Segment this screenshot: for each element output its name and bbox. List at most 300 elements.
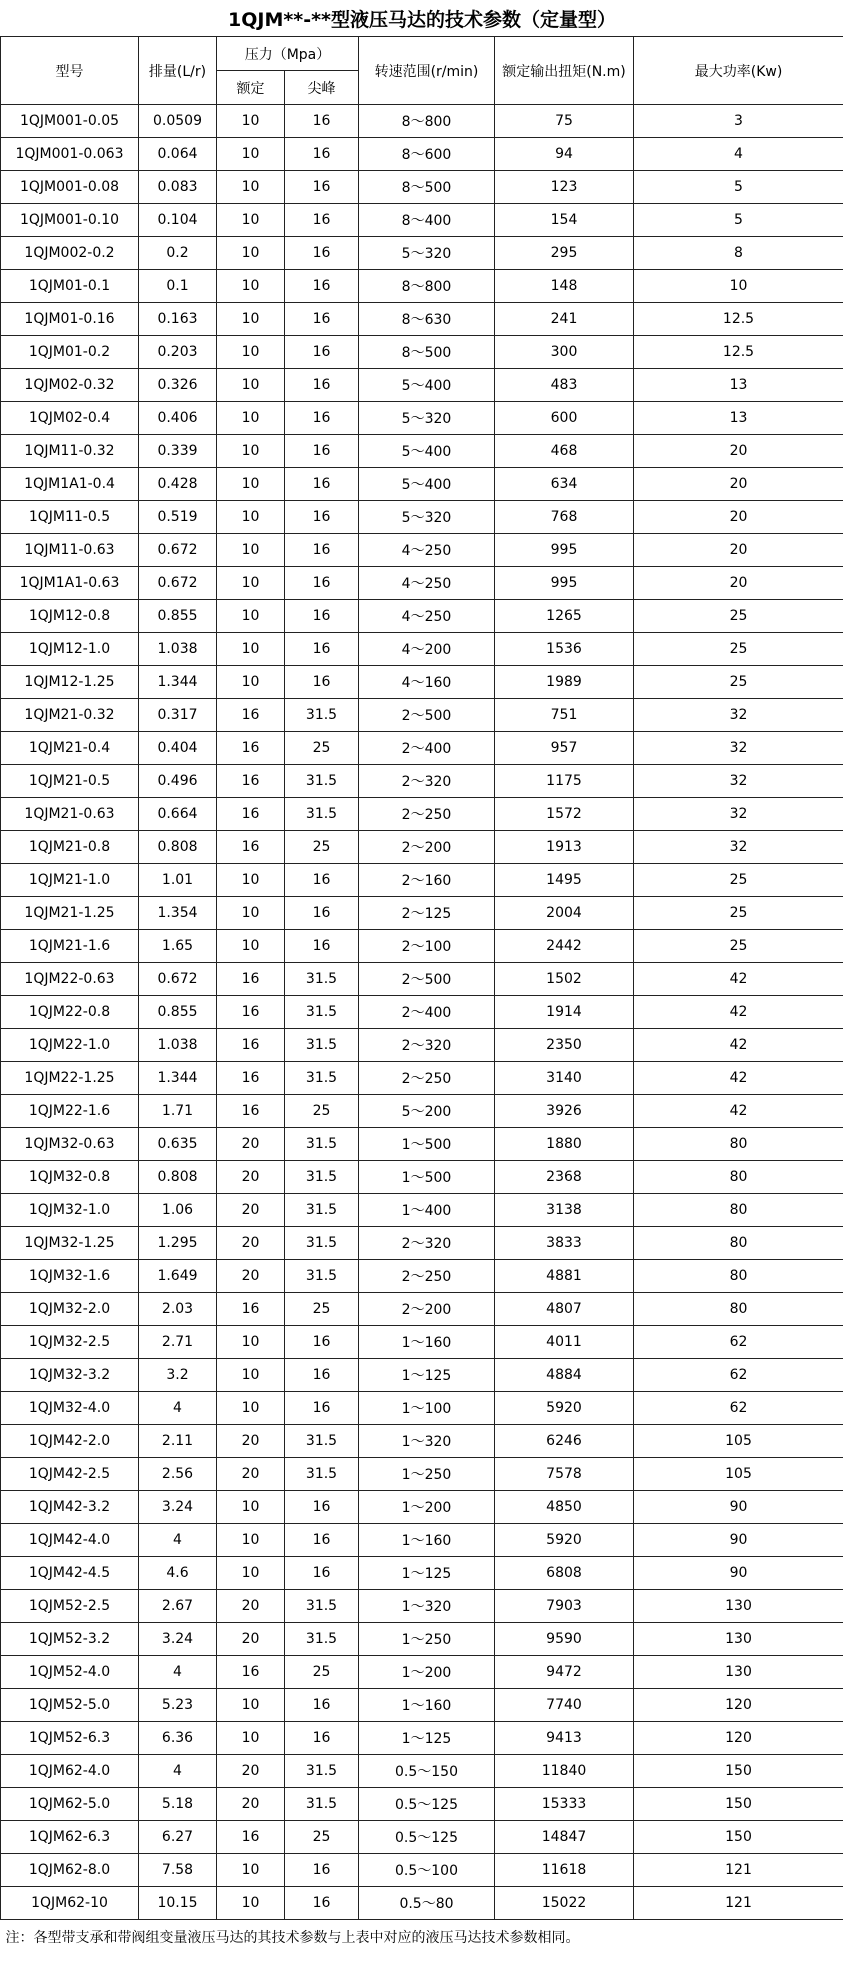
cell-torque: 6246 — [495, 1425, 634, 1458]
cell-model: 1QJM001-0.10 — [1, 204, 139, 237]
cell-pressure-rated: 10 — [217, 171, 285, 204]
table-row — [1, 270, 843, 303]
cell-model: 1QJM52-6.3 — [1, 1722, 139, 1755]
cell-power: 120 — [634, 1722, 843, 1755]
cell-model: 1QJM001-0.063 — [1, 138, 139, 171]
cell-pressure-rated: 16 — [217, 1293, 285, 1326]
cell-power: 10 — [634, 270, 843, 303]
cell-torque: 9472 — [495, 1656, 634, 1689]
cell-displacement: 0.317 — [139, 699, 217, 732]
cell-speed: 0.5～80 — [359, 1887, 495, 1920]
table-row — [1, 798, 843, 831]
table-row — [1, 534, 843, 567]
cell-torque: 1265 — [495, 600, 634, 633]
cell-pressure-rated: 20 — [217, 1590, 285, 1623]
cell-torque: 4850 — [495, 1491, 634, 1524]
cell-power: 130 — [634, 1623, 843, 1656]
cell-pressure-rated: 10 — [217, 1392, 285, 1425]
cell-displacement: 7.58 — [139, 1854, 217, 1887]
cell-displacement: 5.18 — [139, 1788, 217, 1821]
table-row — [1, 1557, 843, 1590]
table-row — [1, 963, 843, 996]
cell-pressure-rated: 10 — [217, 1359, 285, 1392]
cell-displacement: 2.03 — [139, 1293, 217, 1326]
cell-model: 1QJM62-4.0 — [1, 1755, 139, 1788]
cell-torque: 1880 — [495, 1128, 634, 1161]
table-row — [1, 1326, 843, 1359]
cell-torque: 2368 — [495, 1161, 634, 1194]
cell-pressure-rated: 20 — [217, 1425, 285, 1458]
cell-displacement: 0.664 — [139, 798, 217, 831]
cell-model: 1QJM42-2.5 — [1, 1458, 139, 1491]
cell-speed: 2～400 — [359, 996, 495, 1029]
cell-speed: 5～320 — [359, 402, 495, 435]
cell-pressure-rated: 16 — [217, 798, 285, 831]
cell-speed: 1～160 — [359, 1524, 495, 1557]
cell-torque: 148 — [495, 270, 634, 303]
cell-power: 121 — [634, 1854, 843, 1887]
table-row — [1, 171, 843, 204]
cell-torque: 2004 — [495, 897, 634, 930]
table-row — [1, 600, 843, 633]
cell-pressure-peak: 16 — [285, 1491, 359, 1524]
cell-speed: 0.5～125 — [359, 1821, 495, 1854]
cell-pressure-rated: 10 — [217, 666, 285, 699]
cell-displacement: 0.672 — [139, 963, 217, 996]
cell-model: 1QJM52-2.5 — [1, 1590, 139, 1623]
cell-model: 1QJM11-0.32 — [1, 435, 139, 468]
table-row — [1, 303, 843, 336]
cell-displacement: 0.672 — [139, 534, 217, 567]
cell-power: 25 — [634, 666, 843, 699]
cell-speed: 1～125 — [359, 1557, 495, 1590]
table-row — [1, 1689, 843, 1722]
cell-torque: 4881 — [495, 1260, 634, 1293]
cell-power: 150 — [634, 1755, 843, 1788]
cell-pressure-peak: 16 — [285, 534, 359, 567]
table-row — [1, 666, 843, 699]
cell-torque: 6808 — [495, 1557, 634, 1590]
cell-power: 80 — [634, 1260, 843, 1293]
cell-pressure-peak: 31.5 — [285, 1755, 359, 1788]
cell-speed: 2～250 — [359, 798, 495, 831]
cell-power: 20 — [634, 435, 843, 468]
cell-torque: 1572 — [495, 798, 634, 831]
cell-model: 1QJM32-1.0 — [1, 1194, 139, 1227]
table-row — [1, 435, 843, 468]
cell-displacement: 3.24 — [139, 1491, 217, 1524]
cell-model: 1QJM22-1.0 — [1, 1029, 139, 1062]
cell-speed: 0.5～125 — [359, 1788, 495, 1821]
cell-torque: 241 — [495, 303, 634, 336]
cell-torque: 15333 — [495, 1788, 634, 1821]
table-row — [1, 930, 843, 963]
cell-pressure-rated: 10 — [217, 303, 285, 336]
cell-power: 90 — [634, 1524, 843, 1557]
cell-power: 62 — [634, 1326, 843, 1359]
cell-pressure-rated: 20 — [217, 1623, 285, 1656]
cell-displacement: 0.339 — [139, 435, 217, 468]
cell-displacement: 0.104 — [139, 204, 217, 237]
cell-displacement: 0.203 — [139, 336, 217, 369]
cell-pressure-rated: 10 — [217, 105, 285, 138]
cell-pressure-peak: 16 — [285, 633, 359, 666]
cell-pressure-rated: 16 — [217, 963, 285, 996]
cell-pressure-rated: 10 — [217, 1887, 285, 1920]
cell-speed: 2～320 — [359, 1227, 495, 1260]
cell-speed: 8～630 — [359, 303, 495, 336]
cell-speed: 1～125 — [359, 1359, 495, 1392]
cell-model: 1QJM12-1.25 — [1, 666, 139, 699]
cell-displacement: 1.295 — [139, 1227, 217, 1260]
table-row — [1, 1854, 843, 1887]
cell-model: 1QJM02-0.4 — [1, 402, 139, 435]
cell-pressure-peak: 16 — [285, 864, 359, 897]
cell-speed: 1～250 — [359, 1458, 495, 1491]
cell-speed: 8～600 — [359, 138, 495, 171]
cell-pressure-rated: 10 — [217, 369, 285, 402]
cell-displacement: 1.649 — [139, 1260, 217, 1293]
cell-displacement: 3.2 — [139, 1359, 217, 1392]
cell-displacement: 2.11 — [139, 1425, 217, 1458]
cell-displacement: 2.71 — [139, 1326, 217, 1359]
cell-pressure-rated: 20 — [217, 1458, 285, 1491]
cell-power: 8 — [634, 237, 843, 270]
cell-pressure-rated: 10 — [217, 1491, 285, 1524]
cell-displacement: 0.672 — [139, 567, 217, 600]
cell-pressure-rated: 10 — [217, 600, 285, 633]
cell-power: 32 — [634, 798, 843, 831]
cell-displacement: 1.354 — [139, 897, 217, 930]
cell-power: 42 — [634, 1062, 843, 1095]
cell-pressure-peak: 16 — [285, 468, 359, 501]
cell-model: 1QJM52-3.2 — [1, 1623, 139, 1656]
cell-pressure-rated: 16 — [217, 1095, 285, 1128]
header-pressure: 压力（Mpa） — [217, 37, 359, 71]
cell-pressure-peak: 16 — [285, 435, 359, 468]
cell-model: 1QJM21-1.6 — [1, 930, 139, 963]
cell-pressure-rated: 20 — [217, 1260, 285, 1293]
cell-displacement: 1.71 — [139, 1095, 217, 1128]
cell-displacement: 1.344 — [139, 1062, 217, 1095]
cell-model: 1QJM11-0.63 — [1, 534, 139, 567]
cell-pressure-peak: 25 — [285, 732, 359, 765]
cell-pressure-peak: 16 — [285, 402, 359, 435]
table-row — [1, 1491, 843, 1524]
cell-model: 1QJM32-2.5 — [1, 1326, 139, 1359]
header-pressure-rated: 额定 — [217, 71, 285, 105]
cell-pressure-peak: 16 — [285, 1557, 359, 1590]
cell-displacement: 1.01 — [139, 864, 217, 897]
cell-speed: 1～200 — [359, 1491, 495, 1524]
cell-pressure-peak: 16 — [285, 105, 359, 138]
cell-pressure-peak: 16 — [285, 237, 359, 270]
cell-pressure-peak: 31.5 — [285, 1788, 359, 1821]
cell-model: 1QJM42-4.5 — [1, 1557, 139, 1590]
cell-model: 1QJM42-4.0 — [1, 1524, 139, 1557]
table-row — [1, 1755, 843, 1788]
header-power: 最大功率(Kw) — [634, 37, 843, 105]
cell-power: 150 — [634, 1821, 843, 1854]
table-row — [1, 204, 843, 237]
cell-displacement: 0.326 — [139, 369, 217, 402]
cell-displacement: 0.519 — [139, 501, 217, 534]
cell-speed: 1～320 — [359, 1590, 495, 1623]
cell-power: 80 — [634, 1293, 843, 1326]
cell-pressure-rated: 10 — [217, 534, 285, 567]
cell-pressure-rated: 16 — [217, 1029, 285, 1062]
cell-pressure-rated: 20 — [217, 1161, 285, 1194]
cell-pressure-peak: 31.5 — [285, 1623, 359, 1656]
cell-torque: 295 — [495, 237, 634, 270]
cell-power: 13 — [634, 369, 843, 402]
cell-pressure-rated: 10 — [217, 897, 285, 930]
cell-power: 20 — [634, 468, 843, 501]
cell-displacement: 0.855 — [139, 600, 217, 633]
cell-pressure-rated: 16 — [217, 732, 285, 765]
cell-speed: 8～800 — [359, 270, 495, 303]
cell-pressure-peak: 16 — [285, 1392, 359, 1425]
cell-power: 62 — [634, 1359, 843, 1392]
cell-speed: 2～320 — [359, 765, 495, 798]
cell-pressure-rated: 10 — [217, 1524, 285, 1557]
cell-pressure-peak: 25 — [285, 1095, 359, 1128]
cell-displacement: 0.855 — [139, 996, 217, 1029]
cell-pressure-rated: 10 — [217, 1326, 285, 1359]
cell-power: 80 — [634, 1128, 843, 1161]
cell-pressure-peak: 31.5 — [285, 1590, 359, 1623]
table-row — [1, 1722, 843, 1755]
cell-displacement: 0.404 — [139, 732, 217, 765]
table-row — [1, 468, 843, 501]
header-model: 型号 — [1, 37, 139, 105]
footnote: 注：各型带支承和带阀组变量液压马达的其技术参数与上表中对应的液压马达技术参数相同。 — [1, 1920, 843, 1955]
cell-torque: 7578 — [495, 1458, 634, 1491]
cell-power: 42 — [634, 1095, 843, 1128]
header-pressure-peak: 尖峰 — [285, 71, 359, 105]
cell-pressure-peak: 16 — [285, 171, 359, 204]
cell-torque: 7903 — [495, 1590, 634, 1623]
cell-speed: 2～400 — [359, 732, 495, 765]
cell-power: 32 — [634, 732, 843, 765]
cell-pressure-rated: 10 — [217, 402, 285, 435]
cell-displacement: 0.635 — [139, 1128, 217, 1161]
table-row — [1, 402, 843, 435]
cell-power: 20 — [634, 534, 843, 567]
cell-model: 1QJM42-2.0 — [1, 1425, 139, 1458]
cell-model: 1QJM52-5.0 — [1, 1689, 139, 1722]
cell-model: 1QJM21-0.5 — [1, 765, 139, 798]
cell-speed: 2～320 — [359, 1029, 495, 1062]
cell-pressure-rated: 10 — [217, 1689, 285, 1722]
cell-power: 25 — [634, 864, 843, 897]
cell-torque: 75 — [495, 105, 634, 138]
cell-displacement: 2.56 — [139, 1458, 217, 1491]
cell-model: 1QJM62-8.0 — [1, 1854, 139, 1887]
cell-pressure-peak: 31.5 — [285, 699, 359, 732]
cell-pressure-rated: 16 — [217, 996, 285, 1029]
cell-pressure-rated: 10 — [217, 270, 285, 303]
table-row — [1, 1623, 843, 1656]
cell-pressure-peak: 25 — [285, 1293, 359, 1326]
cell-pressure-peak: 16 — [285, 138, 359, 171]
table-row — [1, 765, 843, 798]
table-row — [1, 1821, 843, 1854]
cell-torque: 300 — [495, 336, 634, 369]
table-row — [1, 1095, 843, 1128]
cell-pressure-peak: 16 — [285, 270, 359, 303]
cell-speed: 1～500 — [359, 1128, 495, 1161]
cell-pressure-peak: 31.5 — [285, 1161, 359, 1194]
cell-pressure-peak: 31.5 — [285, 1260, 359, 1293]
cell-speed: 2～200 — [359, 831, 495, 864]
cell-torque: 123 — [495, 171, 634, 204]
cell-model: 1QJM002-0.2 — [1, 237, 139, 270]
cell-torque: 15022 — [495, 1887, 634, 1920]
cell-displacement: 4 — [139, 1524, 217, 1557]
cell-torque: 1914 — [495, 996, 634, 1029]
cell-torque: 3833 — [495, 1227, 634, 1260]
cell-pressure-rated: 16 — [217, 1821, 285, 1854]
cell-torque: 4011 — [495, 1326, 634, 1359]
cell-power: 12.5 — [634, 303, 843, 336]
cell-displacement: 6.27 — [139, 1821, 217, 1854]
table-row — [1, 567, 843, 600]
cell-speed: 0.5～100 — [359, 1854, 495, 1887]
cell-pressure-rated: 10 — [217, 468, 285, 501]
cell-power: 42 — [634, 996, 843, 1029]
cell-pressure-peak: 31.5 — [285, 1029, 359, 1062]
table-title: 1QJM**-**型液压马达的技术参数（定量型） — [1, 0, 843, 37]
cell-power: 5 — [634, 171, 843, 204]
cell-power: 42 — [634, 963, 843, 996]
cell-torque: 751 — [495, 699, 634, 732]
cell-speed: 8～500 — [359, 336, 495, 369]
cell-torque: 2350 — [495, 1029, 634, 1062]
cell-displacement: 1.038 — [139, 633, 217, 666]
table-row — [1, 699, 843, 732]
cell-pressure-rated: 10 — [217, 501, 285, 534]
cell-displacement: 0.083 — [139, 171, 217, 204]
cell-speed: 8～400 — [359, 204, 495, 237]
cell-model: 1QJM22-0.8 — [1, 996, 139, 1029]
cell-power: 62 — [634, 1392, 843, 1425]
table-row — [1, 1194, 843, 1227]
cell-displacement: 0.064 — [139, 138, 217, 171]
cell-pressure-rated: 10 — [217, 567, 285, 600]
cell-power: 32 — [634, 831, 843, 864]
cell-torque: 768 — [495, 501, 634, 534]
cell-pressure-peak: 16 — [285, 1359, 359, 1392]
cell-speed: 2～200 — [359, 1293, 495, 1326]
cell-displacement: 0.1 — [139, 270, 217, 303]
cell-model: 1QJM32-1.25 — [1, 1227, 139, 1260]
cell-model: 1QJM21-0.63 — [1, 798, 139, 831]
cell-pressure-peak: 16 — [285, 666, 359, 699]
cell-pressure-rated: 10 — [217, 1557, 285, 1590]
cell-pressure-peak: 31.5 — [285, 1062, 359, 1095]
cell-speed: 5～320 — [359, 237, 495, 270]
cell-model: 1QJM21-0.8 — [1, 831, 139, 864]
cell-pressure-peak: 31.5 — [285, 1194, 359, 1227]
table-row — [1, 1359, 843, 1392]
cell-speed: 1～400 — [359, 1194, 495, 1227]
cell-model: 1QJM22-1.6 — [1, 1095, 139, 1128]
cell-pressure-peak: 31.5 — [285, 963, 359, 996]
cell-power: 130 — [634, 1590, 843, 1623]
cell-speed: 5～200 — [359, 1095, 495, 1128]
cell-torque: 9590 — [495, 1623, 634, 1656]
table-row — [1, 237, 843, 270]
cell-speed: 1～125 — [359, 1722, 495, 1755]
cell-power: 32 — [634, 765, 843, 798]
cell-pressure-rated: 10 — [217, 237, 285, 270]
cell-model: 1QJM12-1.0 — [1, 633, 139, 666]
cell-pressure-peak: 31.5 — [285, 1425, 359, 1458]
cell-pressure-rated: 20 — [217, 1788, 285, 1821]
cell-speed: 2～100 — [359, 930, 495, 963]
table-row — [1, 1590, 843, 1623]
cell-torque: 995 — [495, 567, 634, 600]
cell-torque: 14847 — [495, 1821, 634, 1854]
cell-displacement: 4 — [139, 1755, 217, 1788]
cell-displacement: 5.23 — [139, 1689, 217, 1722]
cell-power: 105 — [634, 1458, 843, 1491]
cell-power: 90 — [634, 1557, 843, 1590]
cell-torque: 600 — [495, 402, 634, 435]
table-body — [1, 105, 843, 1920]
table-row — [1, 897, 843, 930]
cell-pressure-peak: 16 — [285, 336, 359, 369]
cell-displacement: 4 — [139, 1392, 217, 1425]
cell-displacement: 1.65 — [139, 930, 217, 963]
cell-power: 130 — [634, 1656, 843, 1689]
cell-displacement: 0.406 — [139, 402, 217, 435]
cell-power: 121 — [634, 1887, 843, 1920]
cell-pressure-peak: 25 — [285, 831, 359, 864]
cell-power: 4 — [634, 138, 843, 171]
cell-displacement: 1.038 — [139, 1029, 217, 1062]
header-speed: 转速范围(r/min) — [359, 37, 495, 105]
cell-power: 42 — [634, 1029, 843, 1062]
cell-displacement: 0.2 — [139, 237, 217, 270]
cell-displacement: 4 — [139, 1656, 217, 1689]
table-row — [1, 336, 843, 369]
cell-speed: 4～160 — [359, 666, 495, 699]
table-row — [1, 633, 843, 666]
cell-speed: 1～320 — [359, 1425, 495, 1458]
cell-model: 1QJM21-0.4 — [1, 732, 139, 765]
table-row — [1, 1227, 843, 1260]
cell-speed: 4～200 — [359, 633, 495, 666]
cell-power: 20 — [634, 567, 843, 600]
cell-pressure-peak: 16 — [285, 501, 359, 534]
table-row — [1, 1524, 843, 1557]
cell-speed: 2～500 — [359, 699, 495, 732]
cell-pressure-peak: 16 — [285, 897, 359, 930]
table-row — [1, 1293, 843, 1326]
cell-displacement: 3.24 — [139, 1623, 217, 1656]
cell-speed: 5～400 — [359, 435, 495, 468]
cell-torque: 3140 — [495, 1062, 634, 1095]
cell-torque: 11618 — [495, 1854, 634, 1887]
cell-model: 1QJM32-0.63 — [1, 1128, 139, 1161]
cell-displacement: 6.36 — [139, 1722, 217, 1755]
cell-power: 13 — [634, 402, 843, 435]
cell-torque: 94 — [495, 138, 634, 171]
cell-displacement: 0.0509 — [139, 105, 217, 138]
header-torque: 额定输出扭矩(N.m) — [495, 37, 634, 105]
